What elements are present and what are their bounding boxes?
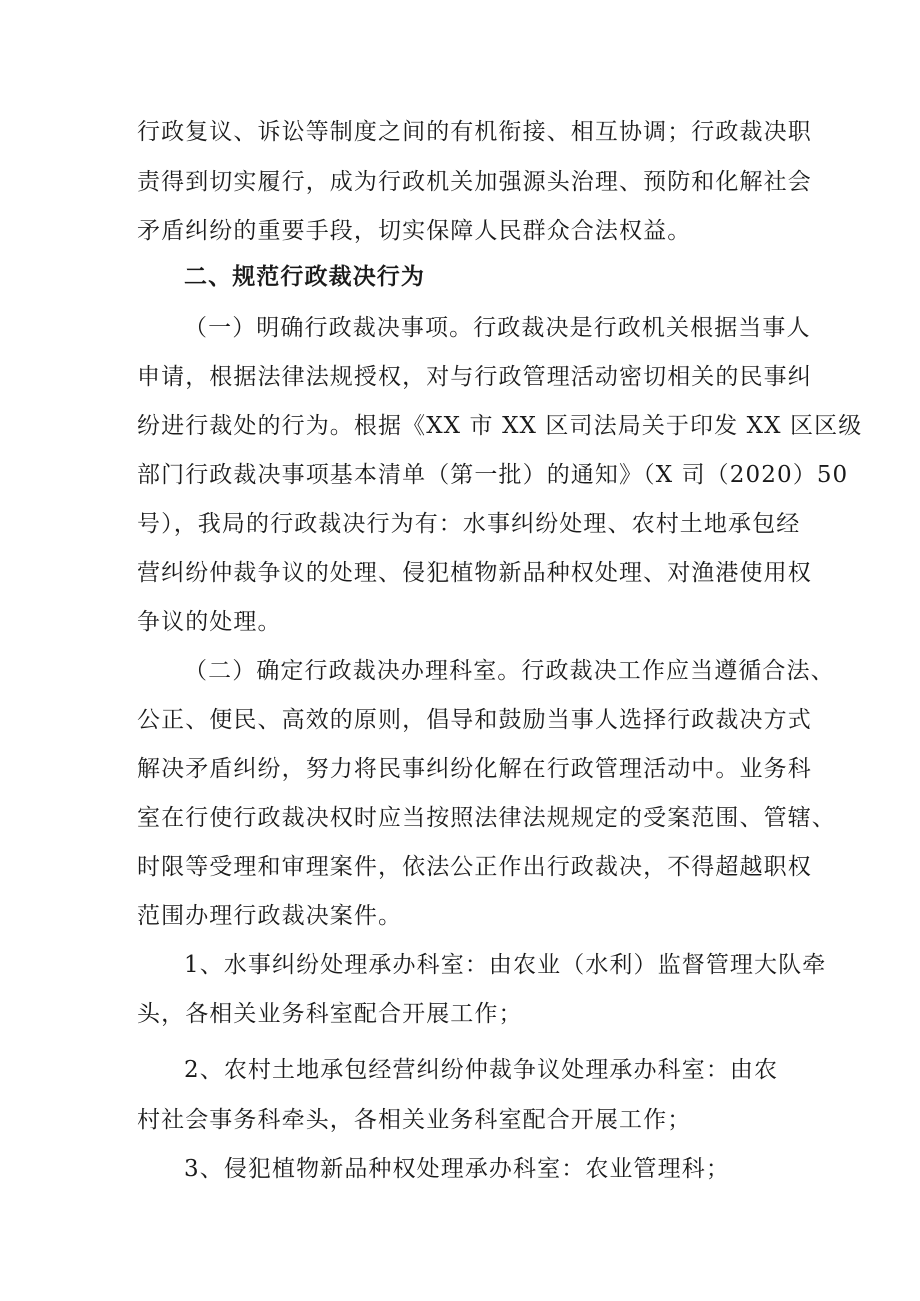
intro-line-2: 责得到切实履行，成为行政机关加强源头治理、预防和化解社会 <box>137 169 812 195</box>
sub3-line-1: 3、侵犯植物新品种权处理承办科室：农业管理科； <box>184 1156 730 1182</box>
item2-line-4: 室在行使行政裁决权时应当按照法律法规规定的受案范围、管辖、 <box>137 805 836 831</box>
item2-line-5: 时限等受理和审理案件，依法公正作出行政裁决，不得超越职权 <box>137 854 812 880</box>
intro-line-3: 矛盾纠纷的重要手段，切实保障人民群众合法权益。 <box>137 218 692 244</box>
item2-line-6: 范围办理行政裁决案件。 <box>137 903 403 929</box>
item1-line-2: 申请，根据法律法规授权，对与行政管理活动密切相关的民事纠 <box>137 364 812 390</box>
item2-line-2: 公正、便民、高效的原则，倡导和鼓励当事人选择行政裁决方式 <box>137 707 812 733</box>
sub1-line-2: 头，各相关业务科室配合开展工作； <box>137 1001 523 1027</box>
item1-line-5: 号），我局的行政裁决行为有：水事纠纷处理、农村土地承包经 <box>137 511 801 537</box>
item1-line-1: （一）明确行政裁决事项。行政裁决是行政机关根据当事人 <box>184 315 811 341</box>
sub2-line-2: 村社会事务科牵头，各相关业务科室配合开展工作； <box>137 1107 692 1133</box>
item1-line-3: 纷进行裁处的行为。根据《XX 市 XX 区司法局关于印发 XX 区区级 <box>137 413 863 439</box>
intro-line-1: 行政复议、诉讼等制度之间的有机衔接、相互协调；行政裁决职 <box>137 119 812 145</box>
item2-line-3: 解决矛盾纠纷，努力将民事纠纷化解在行政管理活动中。业务科 <box>137 756 812 782</box>
sub1-line-1: 1、水事纠纷处理承办科室：由农业（水利）监督管理大队牵 <box>184 952 827 978</box>
item2-line-1: （二）确定行政裁决办理科室。行政裁决工作应当遵循合法、 <box>184 658 835 684</box>
item1-line-6: 营纠纷仲裁争议的处理、侵犯植物新品种权处理、对渔港使用权 <box>137 560 812 586</box>
item1-line-4: 部门行政裁决事项基本清单（第一批）的通知》（X 司（2020）50 <box>137 462 849 488</box>
item1-line-7: 争议的处理。 <box>137 609 282 635</box>
sub2-line-1: 2、农村土地承包经营纠纷仲裁争议处理承办科室：由农 <box>184 1057 779 1083</box>
section-heading: 二、规范行政裁决行为 <box>184 264 425 290</box>
